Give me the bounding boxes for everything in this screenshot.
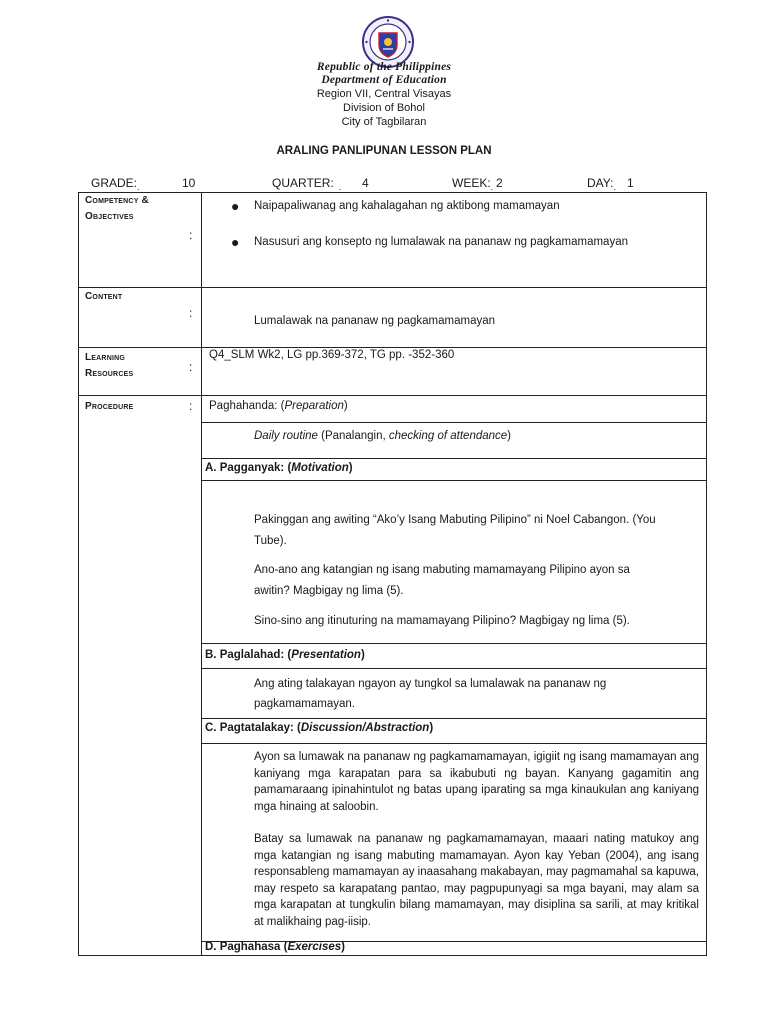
lesson-plan-title: ARALING PANLIPUNAN LESSON PLAN xyxy=(276,145,492,157)
routine-text: Daily routine (Panalangin, checking of attendance) xyxy=(254,430,512,442)
preparation-heading: Paghahanda: (Preparation) xyxy=(209,400,348,412)
objective-item: Naipapaliwanag ang kahalagahan ng aktibong mamamayan xyxy=(254,200,560,212)
exercises-heading: D. Paghahasa (Exercises) xyxy=(205,941,346,953)
motivation-item: Ano-ano ang katangian ng isang mabuting mamamayang Pilipino ayon sa awitin? Magbigay ng lima (5). xyxy=(254,564,630,597)
colon: : xyxy=(189,360,193,374)
week-label: $WEEK:_.$ xyxy=(452,176,494,192)
resources-row xyxy=(79,347,706,395)
quarter-label: QUARTER: $_.$ xyxy=(272,176,342,192)
division-heading: Division of Bohol xyxy=(343,102,425,114)
day-value: 1 xyxy=(627,176,634,190)
content-row xyxy=(79,287,706,347)
discussion-header-row xyxy=(201,718,706,743)
colon: : xyxy=(189,228,193,242)
content-item: Lumalawak na pananaw ng pagkamamamayan xyxy=(254,315,496,327)
content-label: Content xyxy=(85,291,123,302)
objective-item: Nasusuri ang konsepto ng lumalawak na pananaw ng pagkamamamayan xyxy=(254,236,628,248)
bullet-dot-icon: ● xyxy=(231,234,240,250)
city-heading: City of Tagbilaran xyxy=(341,116,427,128)
department-heading: Department of Education xyxy=(321,74,447,86)
procedure-label: Procedure xyxy=(85,401,134,412)
presentation-header-row xyxy=(201,643,706,668)
week-value: 2 xyxy=(496,176,503,190)
procedure-row xyxy=(79,395,706,422)
presentation-text: Ang ating talakayan ngayon ay tungkol sa lumalawak na pananaw ng pagkamamamayan. xyxy=(254,678,607,710)
competency-row xyxy=(79,193,706,288)
discussion-paragraph: Ayon sa lumawak na pananaw ng pagkamamamayan, igigiit ng isang mamamayan ang kaniyang mga karapatan para sa ikabubuti ng bayan. Kanyang gagamitin ang pamamaraang ipinahintulot ng batas upang iparating sa mga kinaukulan ang kaniyang mga hinaing at saloobin. xyxy=(254,751,699,813)
resources-label: Learning Resources xyxy=(85,352,134,379)
colon: : xyxy=(189,399,193,413)
motivation-header-row xyxy=(201,458,706,480)
discussion-body-row xyxy=(201,743,706,941)
colon: : xyxy=(189,306,193,320)
presentation-body-row xyxy=(201,668,706,718)
grade-label: $GRADE:_.$ xyxy=(91,176,140,192)
quarter-value: 4 xyxy=(362,176,369,190)
motivation-body-row xyxy=(201,480,706,643)
resources-text: Q4_SLM Wk2, LG pp.369-372, TG pp. -352-360 xyxy=(209,349,455,361)
discussion-paragraph: Batay sa lumawak na pananaw ng pagkamamamayan, maaari nating matukoy ang mga katangian ng isang mabuting mamamayan. Ayon kay Yeban (2004), ang isang responsableng mamamayan ay inaasahang makabayan, may pagmamahal sa kapuwa, may respeto sa karapatang pantao, may pagpupunyagi sa mga bayani, may alam sa mga karapatan at tungkulin bilang mamamayan, may disiplina sa sarili, at may kritikal at malikhaing pag-iisip. xyxy=(254,833,699,928)
day-label: $DAY:_.$ xyxy=(587,176,616,192)
lesson-plan-table xyxy=(78,192,707,956)
motivation-item: Sino-sino ang itinuturing na mamamayang Pilipino? Magbigay ng lima (5). xyxy=(254,615,630,627)
bullet-dot-icon: ● xyxy=(231,198,240,214)
motivation-item: Pakinggan ang awiting “Ako’y Isang Mabuting Pilipino” ni Noel Cabangon. (You Tube). xyxy=(254,514,656,547)
grade-value: 10 xyxy=(182,176,196,190)
presentation-heading: B. Paglalahad: (Presentation) xyxy=(205,649,365,661)
routine-row xyxy=(201,422,706,458)
republic-heading: Republic of the Philippines xyxy=(316,61,452,73)
competency-label: Competency & Objectives xyxy=(85,195,149,222)
exercises-header-row xyxy=(201,941,706,955)
region-heading: Region VII, Central Visayas xyxy=(316,88,452,100)
discussion-heading: C. Pagtatalakay: (Discussion/Abstraction) xyxy=(205,722,434,734)
motivation-heading: A. Pagganyak: (Motivation) xyxy=(205,462,353,474)
